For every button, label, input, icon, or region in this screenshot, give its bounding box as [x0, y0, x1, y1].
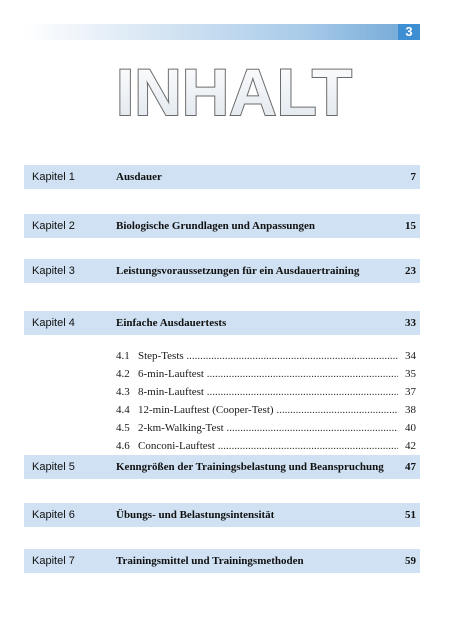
- subsection-page: 38: [405, 404, 416, 416]
- subsection-page: 40: [405, 422, 416, 434]
- subsection-page: 34: [405, 350, 416, 362]
- subsection-page: 37: [405, 386, 416, 398]
- chapter-label: Kapitel 5: [32, 461, 75, 473]
- svg-text:INHALT: INHALT: [116, 55, 352, 123]
- subsection-title: Step-Tests .....: [138, 347, 398, 365]
- chapter-row[interactable]: [24, 503, 420, 527]
- chapter-page: 51: [405, 509, 416, 521]
- subsection-number: 4.2: [116, 368, 130, 380]
- subsection-title: 2-km-Walking-Test .....: [138, 419, 398, 437]
- subsection-number: 4.6: [116, 440, 130, 452]
- subsection-title: Conconi-Lauftest .....: [138, 437, 398, 455]
- chapter-page: 59: [405, 555, 416, 567]
- subsection-item[interactable]: [116, 383, 420, 401]
- chapter-title: Ausdauer: [116, 171, 162, 183]
- subsection-item[interactable]: [116, 365, 420, 383]
- chapter-title: Übungs- und Belastungsintensität: [116, 509, 275, 521]
- subsection-item[interactable]: [116, 437, 420, 455]
- chapter-row[interactable]: [24, 455, 420, 479]
- chapter-row[interactable]: [24, 259, 420, 283]
- subsection-number: 4.5: [116, 422, 130, 434]
- subsection-title: 8-min-Lauftest .....: [138, 383, 398, 401]
- subsection-page: 42: [405, 440, 416, 452]
- subsection-title: 6-min-Lauftest .....: [138, 365, 398, 383]
- chapter-row[interactable]: [24, 311, 420, 335]
- subsection-number: 4.4: [116, 404, 130, 416]
- header-bar: [24, 24, 420, 40]
- chapter-label: Kapitel 4: [32, 317, 75, 329]
- chapter-page: 23: [405, 265, 416, 277]
- chapter-row[interactable]: [24, 165, 420, 189]
- chapter-page: 7: [410, 171, 416, 183]
- subsection-number: 4.3: [116, 386, 130, 398]
- chapter-title: Trainingsmittel und Trainingsmethoden: [116, 555, 304, 567]
- chapter-title: Leistungsvoraussetzungen für ein Ausdauertraining: [116, 265, 360, 277]
- subsection-number: 4.1: [116, 350, 130, 362]
- chapter-page: 15: [405, 220, 416, 232]
- chapter-title: Biologische Grundlagen und Anpassungen: [116, 220, 315, 232]
- subsection-title: 12-min-Lauftest (Cooper-Test) .....: [138, 401, 398, 419]
- chapter-label: Kapitel 1: [32, 171, 75, 183]
- chapter-row[interactable]: [24, 214, 420, 238]
- page-number: 3: [398, 24, 420, 40]
- chapter-title: Kenngrößen der Trainingsbelastung und Beanspruchung: [116, 461, 384, 473]
- chapter-title: Einfache Ausdauertests: [116, 317, 227, 329]
- chapter-page: 33: [405, 317, 416, 329]
- page-title: [116, 55, 356, 123]
- chapter-row[interactable]: [24, 549, 420, 573]
- subsection-list: [116, 347, 420, 455]
- chapter-label: Kapitel 6: [32, 509, 75, 521]
- subsection-item[interactable]: [116, 401, 420, 419]
- chapter-label: Kapitel 7: [32, 555, 75, 567]
- subsection-page: 35: [405, 368, 416, 380]
- chapter-label: Kapitel 2: [32, 220, 75, 232]
- chapter-label: Kapitel 3: [32, 265, 75, 277]
- subsection-item[interactable]: [116, 419, 420, 437]
- chapter-page: 47: [405, 461, 416, 473]
- subsection-item[interactable]: [116, 347, 420, 365]
